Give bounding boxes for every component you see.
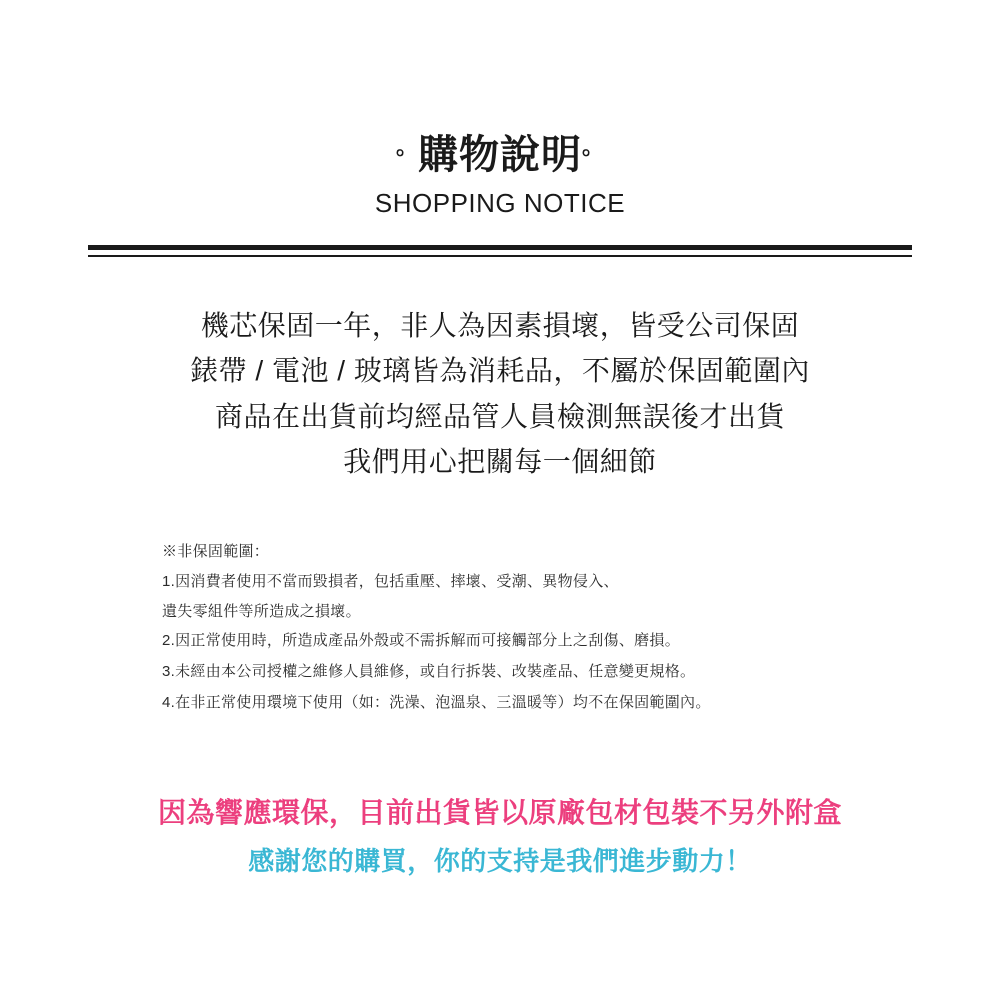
footer-notice: [0, 792, 1000, 881]
decorative-circle-right: 。: [582, 134, 605, 159]
statement-line: 我們用心把關每一個細節: [343, 446, 657, 478]
exclusions-section: [162, 538, 922, 718]
exclusion-item: 2.因正常使用時，所造成產品外殼或不需拆解而可接觸部分上之刮傷、磨損。: [162, 632, 681, 650]
eco-packaging-notice: 因為響應環保，目前出貨皆以原廠包材包裝不另外附盒: [157, 797, 842, 829]
statement-line: 機芯保固一年，非人為因素損壞，皆受公司保固: [200, 310, 800, 341]
statement-line: 錶帶 / 電池 / 玻璃皆為消耗品，不屬於保固範圍內: [190, 355, 810, 387]
page-title-text: 購物說明: [418, 133, 582, 177]
exclusion-item-continuation: 遺失零組件等所造成之損壞。: [162, 602, 361, 620]
page-header: [0, 0, 1000, 219]
warranty-statements: [0, 303, 1000, 484]
statement-line: 商品在出貨前均經品管人員檢測無誤後才出貨: [214, 400, 785, 432]
page-title: [0, 132, 1000, 178]
exclusions-heading: ※非保固範圍：: [162, 543, 270, 561]
exclusion-item: 3.未經由本公司授權之維修人員維修，或自行拆裝、改裝產品、任意變更規格。: [162, 662, 696, 680]
divider-thin-line: [88, 255, 912, 257]
thank-you-message: 感謝您的購買，你的支持是我們進步動力！: [248, 846, 752, 877]
divider: [88, 245, 912, 257]
decorative-circle-left: 。: [395, 134, 418, 159]
exclusion-item: 1.因消費者使用不當而毀損者，包括重壓、摔壞、受潮、異物侵入、: [162, 572, 619, 590]
page-subtitle: SHOPPING NOTICE: [374, 188, 626, 218]
exclusion-item: 4.在非正常使用環境下使用（如：洗澡、泡溫泉、三溫暖等）均不在保固範圍內。: [162, 693, 711, 711]
